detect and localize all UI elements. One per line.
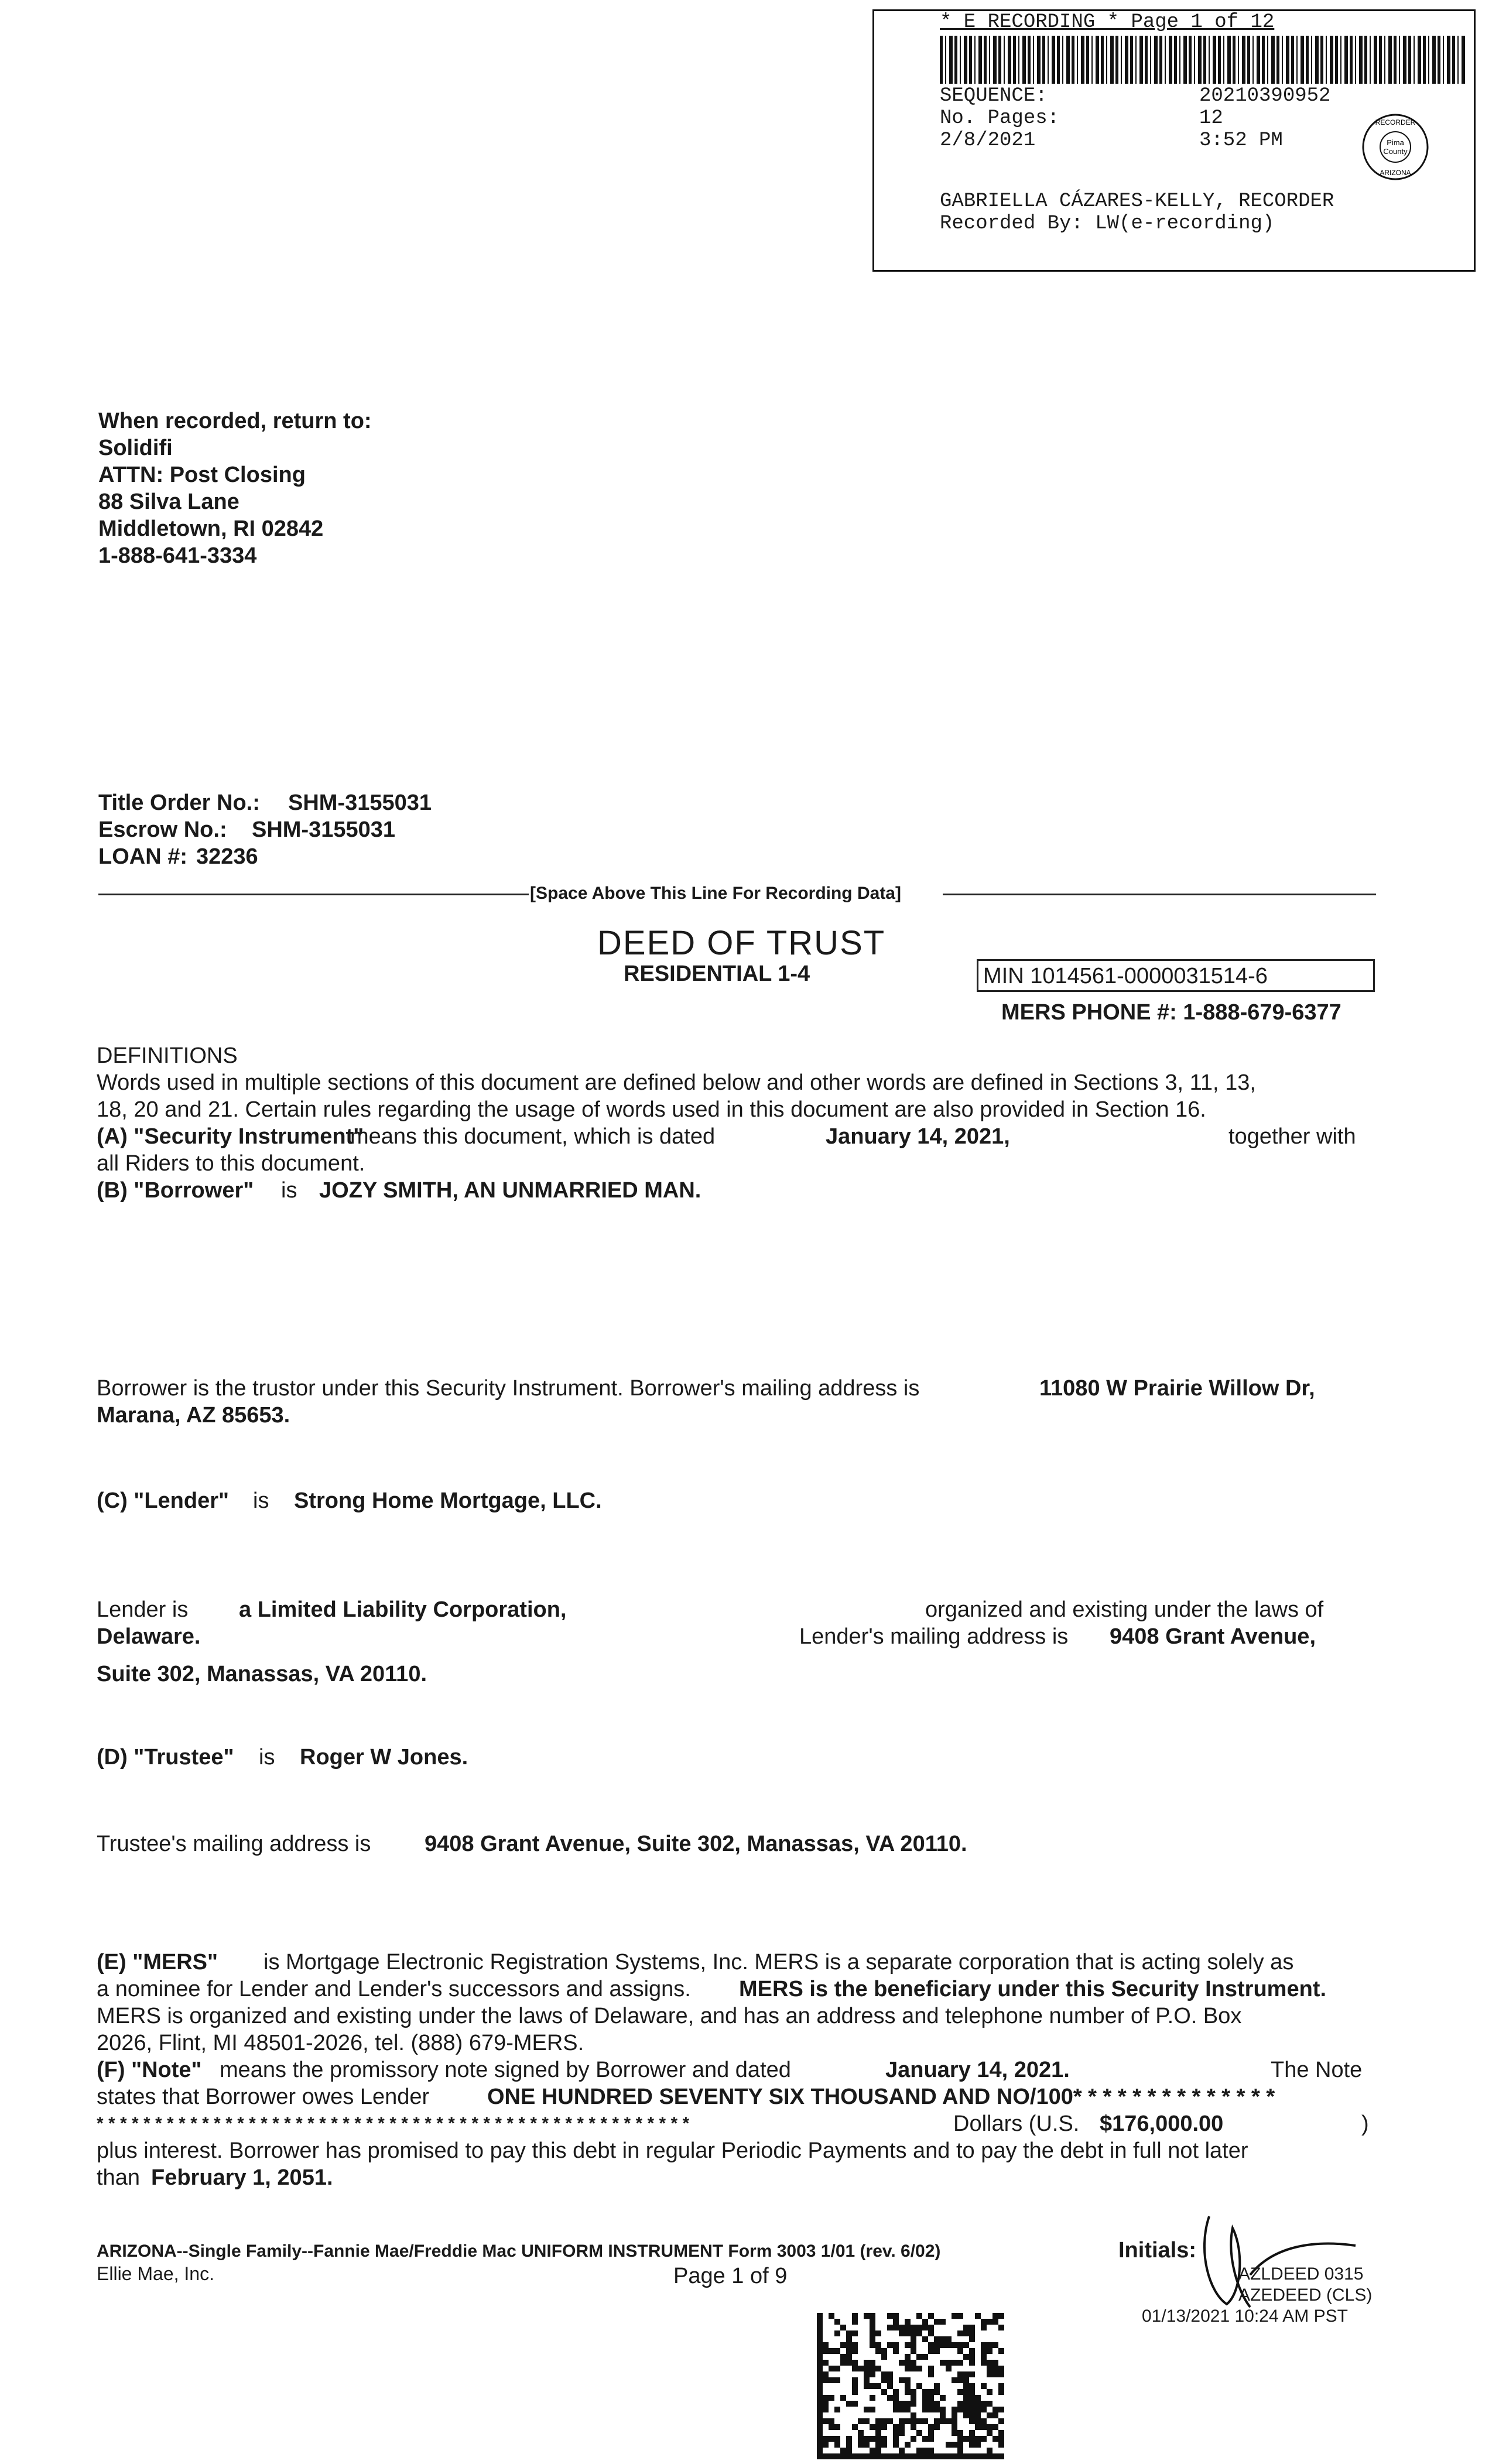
borrower-trustor-text: Borrower is the trustor under this Security Instrument. Borrower's mailing address is xyxy=(97,1376,920,1401)
record-time: 3:52 PM xyxy=(1199,129,1283,152)
lender-address-1: 9408 Grant Avenue, xyxy=(1110,1624,1316,1649)
form-vendor: Ellie Mae, Inc. xyxy=(97,2263,214,2284)
borrower-address-1: 11080 W Prairie Willow Dr, xyxy=(1039,1376,1315,1401)
def-c-value: Strong Home Mortgage, LLC. xyxy=(294,1488,602,1513)
form-identifier: ARIZONA--Single Family--Fannie Mae/Freddie Mac UNIFORM INSTRUMENT Form 3003 1/01 (rev. 6/02) xyxy=(97,2241,941,2261)
escrow-label: Escrow No.: xyxy=(98,817,227,842)
note-amount-words: ONE HUNDRED SEVENTY SIX THOUSAND AND NO/100* * * * * * * * * * * * * * xyxy=(487,2085,1275,2109)
svg-text:ARIZONA: ARIZONA xyxy=(1380,169,1411,177)
form-code-2: AZEDEED (CLS) xyxy=(1238,2285,1373,2305)
recording-stamp xyxy=(872,9,1476,272)
def-a-date: January 14, 2021, xyxy=(826,1124,1010,1149)
return-heading: When recorded, return to: xyxy=(98,409,372,433)
space-above-label: [Space Above This Line For Recording Data] xyxy=(530,884,901,903)
def-e-text-3: MERS is organized and existing under the laws of Delaware, and has an address and telephone number of P.O. Box xyxy=(97,2004,1242,2028)
def-f-label: (F) "Note" xyxy=(97,2058,202,2082)
def-a-text: means this document, which is dated xyxy=(350,1124,716,1149)
def-b-value: JOZY SMITH, AN UNMARRIED MAN. xyxy=(319,1178,701,1203)
def-a-label: (A) "Security Instrument" xyxy=(97,1124,364,1149)
def-f-tail: The Note xyxy=(1271,2058,1363,2082)
return-line-2: ATTN: Post Closing xyxy=(98,463,306,487)
def-d-label: (D) "Trustee" xyxy=(97,1745,234,1770)
def-d-is: is xyxy=(259,1745,275,1770)
def-e-label: (E) "MERS" xyxy=(97,1950,218,1974)
svg-text:County: County xyxy=(1383,147,1408,156)
print-timestamp: 01/13/2021 10:24 AM PST xyxy=(1142,2306,1348,2326)
recorded-by: Recorded By: LW(e-recording) xyxy=(940,213,1275,235)
def-c-is: is xyxy=(253,1488,269,1513)
def-e-text-2b: MERS is the beneficiary under this Security Instrument. xyxy=(739,1977,1327,2001)
title-order-value: SHM-3155031 xyxy=(288,790,432,815)
def-f-line2: states that Borrower owes Lender xyxy=(97,2085,430,2109)
svg-text:RECORDER: RECORDER xyxy=(1375,118,1416,126)
lender-state: Delaware. xyxy=(97,1624,201,1649)
barcode xyxy=(940,36,1467,84)
document-subtitle: RESIDENTIAL 1-4 xyxy=(624,961,810,986)
def-a-line2: all Riders to this document. xyxy=(97,1151,365,1176)
trustee-mailing: Trustee's mailing address is xyxy=(97,1832,371,1856)
def-e-text-1: is Mortgage Electronic Registration Systems, Inc. MERS is a separate corporation that is acting solely as xyxy=(263,1950,1294,1974)
sequence-label: SEQUENCE: xyxy=(940,85,1048,107)
return-line-1: Solidifi xyxy=(98,436,173,460)
def-b-label: (B) "Borrower" xyxy=(97,1178,254,1203)
def-f-text: means the promissory note signed by Borrower and dated xyxy=(220,2058,791,2082)
recorder-name: GABRIELLA CÁZARES-KELLY, RECORDER xyxy=(940,190,1334,213)
return-line-5: 1-888-641-3334 xyxy=(98,543,257,568)
loan-label: LOAN #: xyxy=(98,844,187,869)
initials-label: Initials: xyxy=(1118,2238,1197,2263)
mers-phone: MERS PHONE #: 1-888-679-6377 xyxy=(1001,1000,1341,1025)
county-seal-icon xyxy=(1360,112,1430,182)
sequence-value: 20210390952 xyxy=(1199,85,1331,107)
min-number: MIN 1014561-0000031514-6 xyxy=(983,964,1268,988)
record-date: 2/8/2021 xyxy=(940,129,1036,152)
form-code-1: AZLDEED 0315 xyxy=(1238,2264,1364,2284)
def-e-text-4: 2026, Flint, MI 48501-2026, tel. (888) 679-MERS. xyxy=(97,2031,584,2055)
min-box xyxy=(977,959,1375,992)
definitions-intro-2: 18, 20 and 21. Certain rules regarding the usage of words used in this document are also provided in Section 16. xyxy=(97,1097,1206,1122)
stamp-header: * E RECORDING * Page 1 of 12 xyxy=(940,11,1275,33)
return-line-3: 88 Silva Lane xyxy=(98,490,239,514)
note-dollars: Dollars (U.S. xyxy=(953,2111,1080,2136)
def-a-tail: together with xyxy=(1228,1124,1356,1149)
document-title: DEED OF TRUST xyxy=(597,924,886,962)
borrower-address-2: Marana, AZ 85653. xyxy=(97,1403,290,1428)
note-amount: $176,000.00 xyxy=(1100,2111,1224,2136)
svg-text:Pima: Pima xyxy=(1387,138,1404,147)
def-f-date: January 14, 2021. xyxy=(885,2058,1070,2082)
lender-address-2: Suite 302, Manassas, VA 20110. xyxy=(97,1662,427,1686)
definitions-intro-1: Words used in multiple sections of this document are defined below and other words are defined in Sections 3, 11, 13, xyxy=(97,1070,1256,1095)
trustee-address: 9408 Grant Avenue, Suite 302, Manassas, VA 20110. xyxy=(425,1832,967,1856)
def-f-line4: plus interest. Borrower has promised to pay this debt in regular Periodic Payments and to pay the debt in full not later xyxy=(97,2138,1248,2163)
def-b-is: is xyxy=(281,1178,297,1203)
def-d-value: Roger W Jones. xyxy=(300,1745,468,1770)
def-c-label: (C) "Lender" xyxy=(97,1488,230,1513)
pages-label: No. Pages: xyxy=(940,107,1060,129)
def-f-line5a: than xyxy=(97,2165,140,2190)
recording-line-left xyxy=(98,894,529,895)
datamatrix-code-icon xyxy=(817,2313,1004,2459)
pages-value: 12 xyxy=(1199,107,1223,129)
title-order-label: Title Order No.: xyxy=(98,790,260,815)
escrow-value: SHM-3155031 xyxy=(252,817,396,842)
lender-type: a Limited Liability Corporation, xyxy=(239,1597,567,1622)
maturity-date: February 1, 2051. xyxy=(151,2165,333,2190)
note-stars: * * * * * * * * * * * * * * * * * * * * * * * * * * * * * * * * * * * * * * * * * * * * * * * * * * * xyxy=(97,2114,690,2133)
lender-is: Lender is xyxy=(97,1597,189,1622)
lender-org: organized and existing under the laws of xyxy=(925,1597,1324,1622)
recording-line-right xyxy=(943,894,1376,895)
return-line-4: Middletown, RI 02842 xyxy=(98,516,324,541)
loan-value: 32236 xyxy=(196,844,258,869)
page-number: Page 1 of 9 xyxy=(673,2264,788,2288)
def-e-text-2a: a nominee for Lender and Lender's successors and assigns. xyxy=(97,1977,691,2001)
definitions-heading: DEFINITIONS xyxy=(97,1043,238,1068)
lender-mailing: Lender's mailing address is xyxy=(799,1624,1069,1649)
note-close: ) xyxy=(1361,2111,1369,2136)
